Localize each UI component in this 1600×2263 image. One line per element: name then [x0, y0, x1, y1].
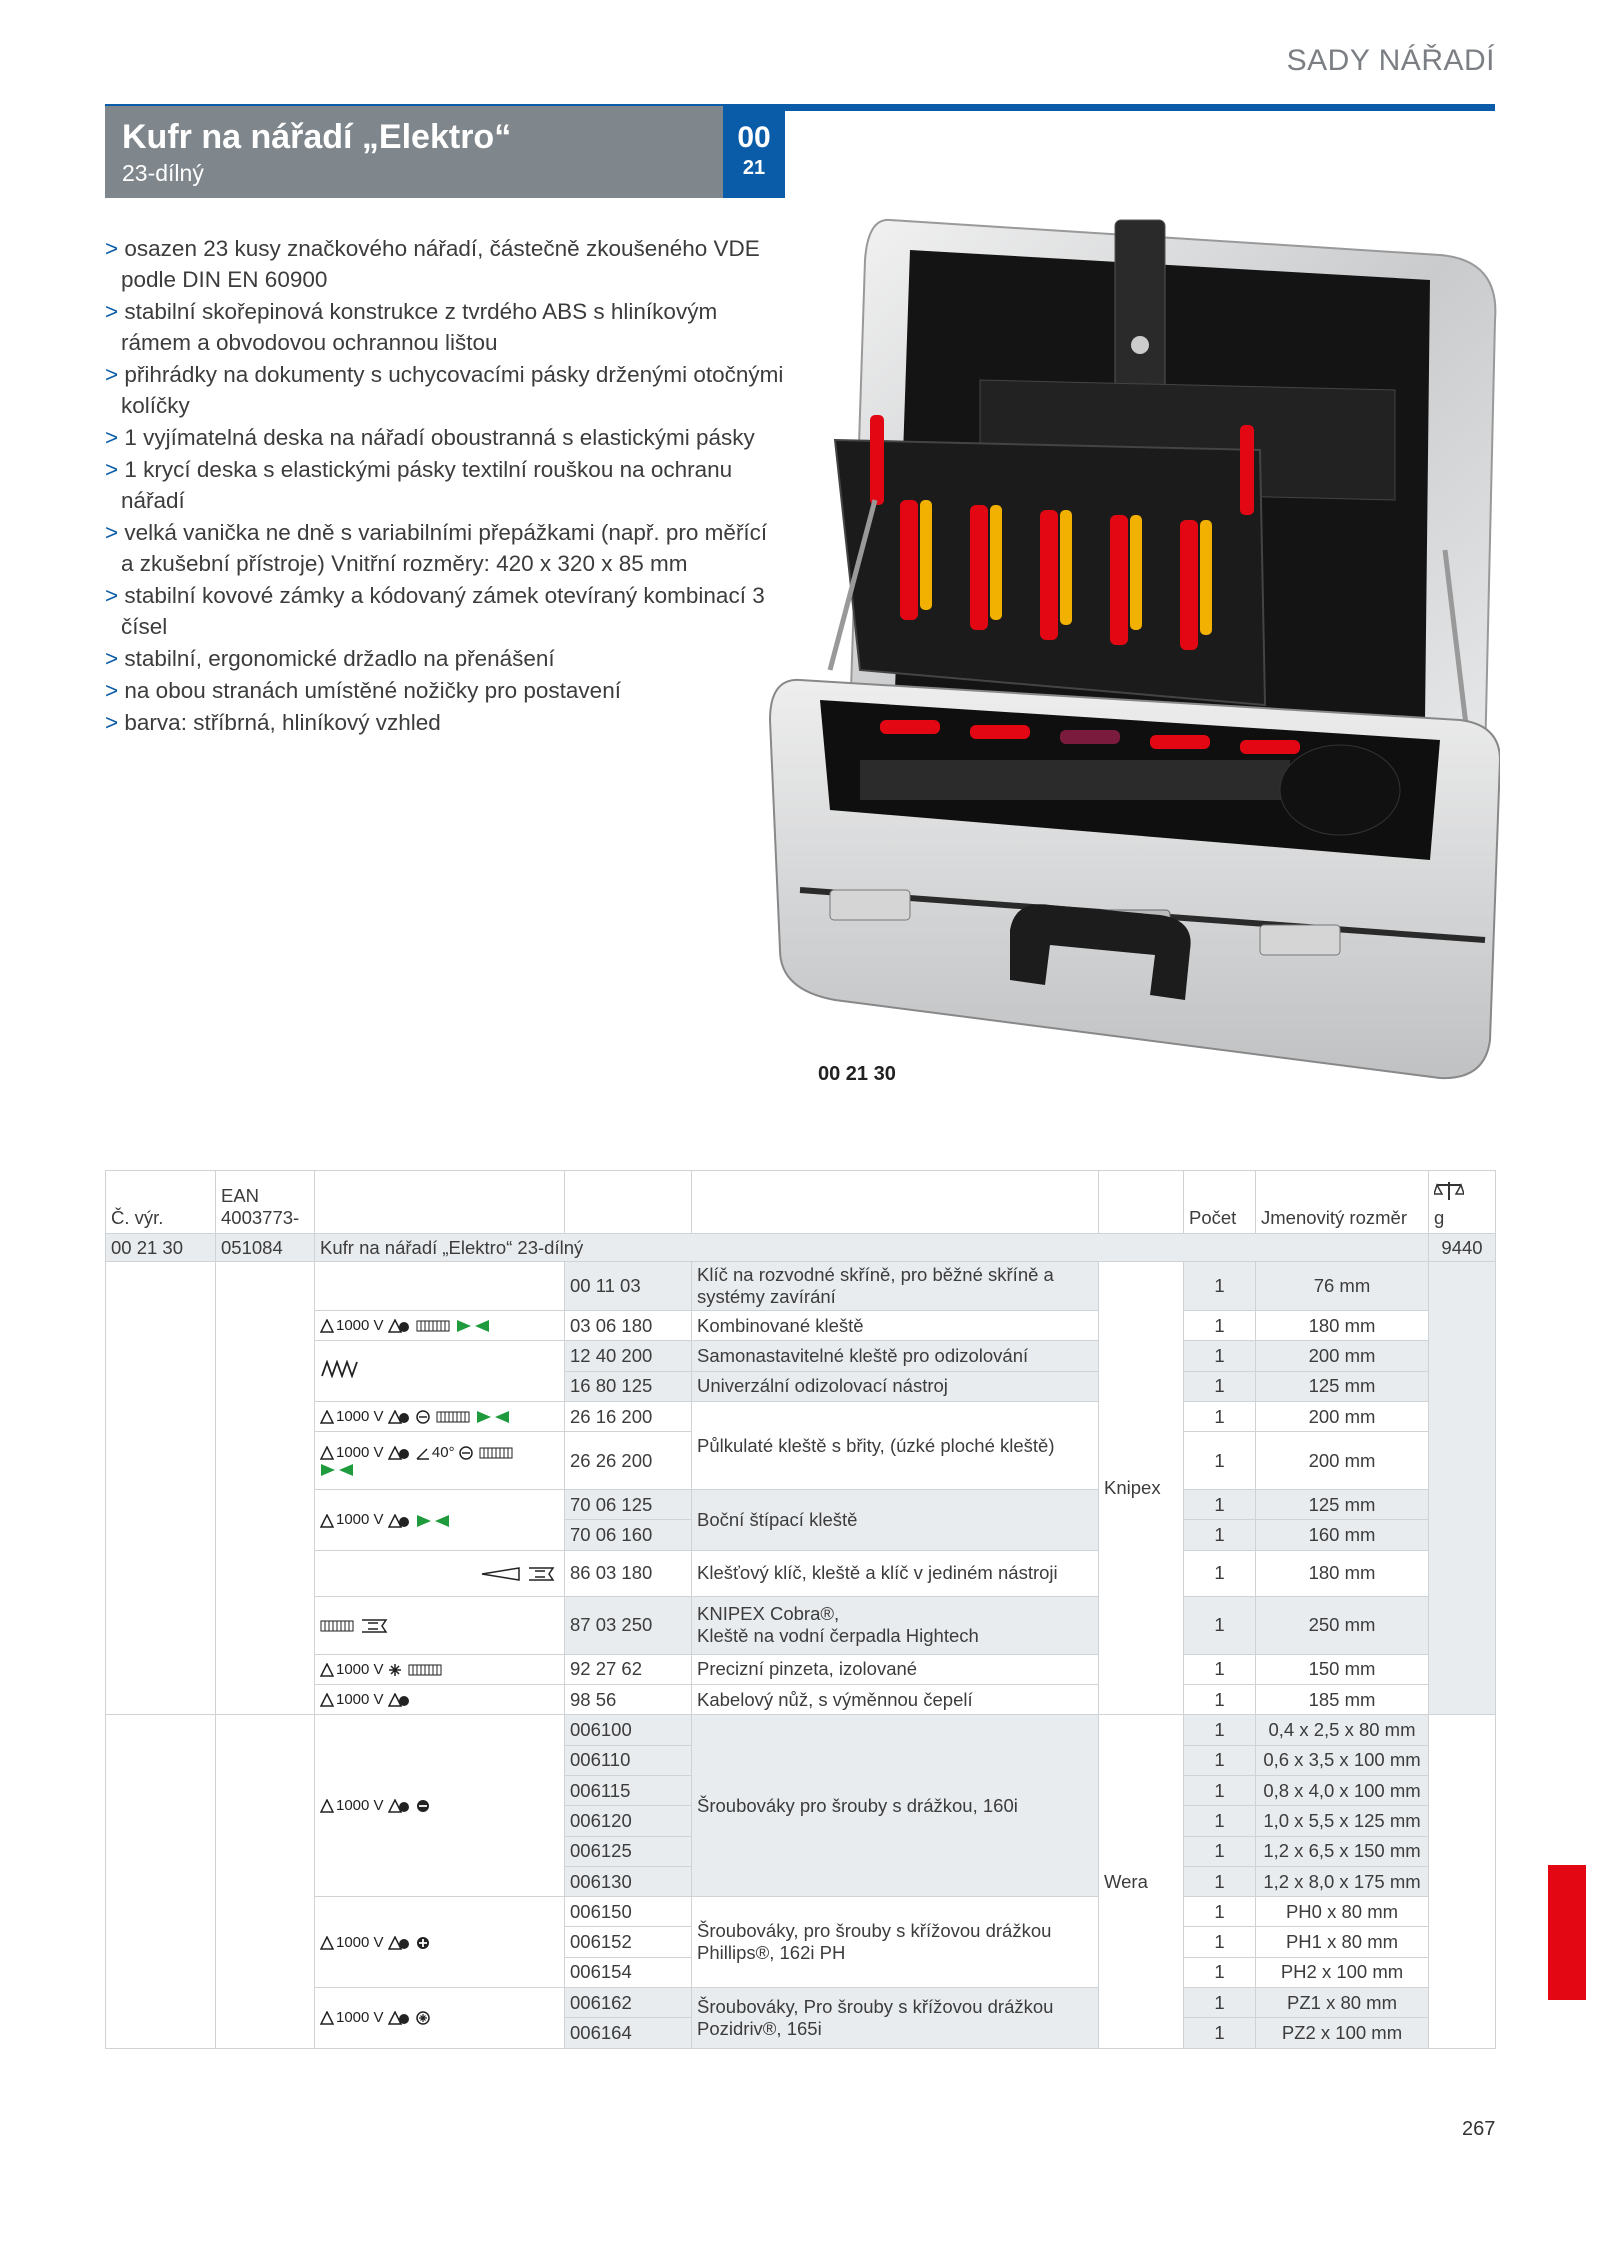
symbols-cell: [315, 1685, 565, 1715]
table-row: [106, 1401, 1496, 1431]
page-number: 267: [1462, 2118, 1496, 2140]
item-code: 006100: [565, 1715, 692, 1745]
feature-item: > na obou stranách umístěné nožičky pro postavení: [105, 675, 785, 706]
item-size: 125 mm: [1256, 1371, 1429, 1401]
item-code: 26 16 200: [565, 1401, 692, 1431]
item-description-line1: KNIPEX Cobra®,: [697, 1603, 840, 1625]
voltage-label: 1000 V: [336, 1443, 384, 1461]
item-qty: 1: [1184, 1341, 1256, 1371]
feature-list: [105, 233, 785, 739]
item-qty: 1: [1184, 1371, 1256, 1401]
table-row: [106, 1550, 1496, 1596]
item-qty: 1: [1184, 1715, 1256, 1745]
table-row: [106, 1311, 1496, 1341]
insulated-grip-icon: [416, 1320, 450, 1332]
vde-triangle-icon: [320, 2011, 334, 2025]
item-qty: 1: [1184, 1311, 1256, 1341]
item-size: 180 mm: [1256, 1311, 1429, 1341]
item-size: 1,2 x 8,0 x 175 mm: [1256, 1866, 1429, 1896]
pliers-wrench-icon: [527, 1566, 557, 1582]
cutting-edge-icon: [416, 1514, 450, 1528]
item-size: PZ2 x 100 mm: [1256, 2018, 1429, 2048]
item-code: 006115: [565, 1775, 692, 1805]
voltage-label: 1000 V: [336, 1408, 384, 1426]
item-description: Klíč na rozvodné skříně, pro běžné skříně a systémy zavírání: [692, 1262, 1099, 1311]
item-qty: 1: [1184, 1745, 1256, 1775]
item-size: PZ1 x 80 mm: [1256, 1988, 1429, 2018]
item-code: 006162: [565, 1988, 692, 2018]
gs-mark-icon: [388, 1799, 410, 1813]
minus-circle-icon: [459, 1446, 473, 1460]
header-article-no: Č. výr.: [106, 1171, 216, 1234]
item-description: Samonastavitelné kleště pro odizolování: [692, 1341, 1099, 1371]
item-description: Klešťový klíč, kleště a klíč v jediném nástroji: [692, 1550, 1099, 1596]
main-description: Kufr na nářadí „Elektro“ 23-dílný: [315, 1234, 1429, 1262]
vde-triangle-icon: [320, 1936, 334, 1950]
item-description: Kombinované kleště: [692, 1311, 1099, 1341]
section-title: SADY NÁŘADÍ: [1286, 44, 1495, 77]
brand-wera: Wera: [1104, 1870, 1148, 1892]
item-code: 87 03 250: [565, 1596, 692, 1654]
item-size: 76 mm: [1256, 1262, 1429, 1311]
cutting-edge-icon: [456, 1319, 490, 1333]
insulated-grip-icon: [479, 1447, 513, 1459]
wrench-jaw-icon: [481, 1566, 521, 1582]
table-row: [106, 1685, 1496, 1715]
item-code: 03 06 180: [565, 1311, 692, 1341]
spring-icon: [320, 1360, 360, 1378]
empty-cell: [1429, 1715, 1496, 2048]
item-qty: 1: [1184, 1596, 1256, 1654]
table-row: [106, 1490, 1496, 1520]
item-code: 006110: [565, 1745, 692, 1775]
header-weight-unit: g: [1434, 1207, 1445, 1228]
item-description: Univerzální odizolovací nástroj: [692, 1371, 1099, 1401]
code-badge-bottom: 21: [742, 157, 766, 179]
header-ean-prefix: 4003773-: [221, 1207, 300, 1228]
table-row: [106, 1341, 1496, 1371]
item-size: PH0 x 80 mm: [1256, 1897, 1429, 1927]
item-code: 006154: [565, 1957, 692, 1987]
feature-item: > stabilní skořepinová konstrukce z tvrdého ABS s hliníkovým rámem a obvodovou ochrannou lištou: [105, 296, 785, 358]
voltage-label: 1000 V: [336, 2009, 384, 2027]
voltage-label: 1000 V: [336, 1691, 384, 1709]
item-description-line1: Šroubováky, Pro šrouby s křížovou drážkou: [697, 1995, 1054, 2017]
item-qty: 1: [1184, 1988, 1256, 2018]
symbols-cell: [315, 1311, 565, 1341]
item-description-line1: Šroubováky, pro šrouby s křížovou drážkou: [697, 1920, 1052, 1942]
gs-mark-icon: [388, 2011, 410, 2025]
item-description: Precizní pinzeta, izolované: [692, 1654, 1099, 1684]
main-article-no: 00 21 30: [106, 1234, 216, 1262]
brand-knipex: Knipex: [1104, 1477, 1161, 1499]
symbols-cell: [315, 1988, 565, 2049]
item-code: 00 11 03: [565, 1262, 692, 1311]
item-size: 0,6 x 3,5 x 100 mm: [1256, 1745, 1429, 1775]
item-code: 006152: [565, 1927, 692, 1957]
cutting-edge-icon: [476, 1410, 510, 1424]
empty-cell: [106, 1715, 216, 2048]
symbols-cell: [315, 1596, 565, 1654]
cutting-edge-icon: [320, 1463, 354, 1477]
header-empty: [1099, 1171, 1184, 1234]
snowflake-icon: [388, 1663, 402, 1677]
voltage-label: 1000 V: [336, 1511, 384, 1529]
item-qty: 1: [1184, 1866, 1256, 1896]
feature-item: > stabilní, ergonomické držadlo na přenášení: [105, 643, 785, 674]
spec-table: [105, 1170, 1496, 2049]
item-code: 26 26 200: [565, 1432, 692, 1490]
table-row: [106, 1654, 1496, 1684]
symbols-cell: [315, 1432, 565, 1490]
item-size: 180 mm: [1256, 1550, 1429, 1596]
image-caption: 00 21 30: [818, 1063, 896, 1085]
item-qty: 1: [1184, 1654, 1256, 1684]
header-empty: [692, 1171, 1099, 1234]
item-size: 200 mm: [1256, 1401, 1429, 1431]
product-title: Kufr na nářadí „Elektro“: [122, 118, 512, 156]
item-qty: 1: [1184, 1401, 1256, 1431]
pliers-wrench-icon: [360, 1618, 390, 1634]
angle-icon: [416, 1446, 430, 1460]
item-code: 006125: [565, 1836, 692, 1866]
product-subtitle: 23-dílný: [122, 160, 204, 186]
table-row: [106, 1262, 1496, 1311]
item-size: 160 mm: [1256, 1520, 1429, 1550]
vde-triangle-icon: [320, 1514, 334, 1528]
item-description-line2: Phillips®, 162i PH: [697, 1942, 846, 1964]
item-qty: 1: [1184, 1897, 1256, 1927]
item-size: 0,4 x 2,5 x 80 mm: [1256, 1715, 1429, 1745]
vde-triangle-icon: [320, 1446, 334, 1460]
item-description: Šroubováky pro šrouby s drážkou, 160i: [692, 1715, 1099, 1897]
item-size: 250 mm: [1256, 1596, 1429, 1654]
gs-mark-icon: [388, 1514, 410, 1528]
header-nominal-size: Jmenovitý rozměr: [1256, 1171, 1429, 1234]
feature-item: > barva: stříbrná, hliníkový vzhled: [105, 707, 785, 738]
code-badge-top: 00: [737, 121, 771, 154]
vde-triangle-icon: [320, 1319, 334, 1333]
item-size: 0,8 x 4,0 x 100 mm: [1256, 1775, 1429, 1805]
item-code: 006164: [565, 2018, 692, 2048]
table-row: [106, 1988, 1496, 2018]
insulated-grip-icon: [320, 1620, 354, 1632]
insulated-grip-icon: [436, 1411, 470, 1423]
item-size: 200 mm: [1256, 1341, 1429, 1371]
symbols-cell: [315, 1550, 565, 1596]
table-row: [106, 1897, 1496, 1927]
header-empty: [565, 1171, 692, 1234]
main-weight: 9440: [1429, 1234, 1496, 1262]
item-description-line2: Kleště na vodní čerpadla Hightech: [697, 1625, 979, 1647]
vde-triangle-icon: [320, 1410, 334, 1424]
symbols-cell: [315, 1262, 565, 1311]
tool-case-image: [740, 200, 1500, 1090]
table-row: [106, 1715, 1496, 1745]
brand-cell: [1099, 1715, 1184, 2048]
item-code: 16 80 125: [565, 1371, 692, 1401]
vde-triangle-icon: [320, 1799, 334, 1813]
symbols-cell: [315, 1715, 565, 1897]
item-size: PH2 x 100 mm: [1256, 1957, 1429, 1987]
voltage-label: 1000 V: [336, 1660, 384, 1678]
item-qty: 1: [1184, 1490, 1256, 1520]
gs-mark-icon: [388, 1446, 410, 1460]
voltage-label: 1000 V: [336, 1317, 384, 1335]
symbols-cell: [315, 1897, 565, 1988]
item-size: 1,2 x 6,5 x 150 mm: [1256, 1836, 1429, 1866]
empty-cell: [106, 1262, 216, 1715]
feature-item: > 1 krycí deska s elastickými pásky textilní rouškou na ochranu nářadí: [105, 454, 785, 516]
item-code: 12 40 200: [565, 1341, 692, 1371]
feature-item: > přihrádky na dokumenty s uchycovacími pásky drženými otočnými kolíčky: [105, 359, 785, 421]
feature-item: > stabilní kovové zámky a kódovaný zámek otevíraný kombinací 3 čísel: [105, 580, 785, 642]
item-size: 1,0 x 5,5 x 125 mm: [1256, 1806, 1429, 1836]
item-qty: 1: [1184, 1927, 1256, 1957]
item-qty: 1: [1184, 1262, 1256, 1311]
table-row-main: [106, 1234, 1496, 1262]
header-weight: [1429, 1171, 1496, 1234]
item-qty: 1: [1184, 1957, 1256, 1987]
minus-circle-icon: [416, 1410, 430, 1424]
item-size: 185 mm: [1256, 1685, 1429, 1715]
gs-mark-icon: [388, 1936, 410, 1950]
item-code: 006120: [565, 1806, 692, 1836]
header-count: Počet: [1184, 1171, 1256, 1234]
symbols-cell: [315, 1401, 565, 1431]
symbols-cell: [315, 1654, 565, 1684]
item-qty: 1: [1184, 2018, 1256, 2048]
brand-cell: [1099, 1262, 1184, 1715]
item-description: [692, 1988, 1099, 2049]
header-ean-label: EAN: [221, 1185, 260, 1206]
feature-item: > 1 vyjímatelná deska na nářadí oboustranná s elastickými pásky: [105, 422, 785, 453]
item-size: 125 mm: [1256, 1490, 1429, 1520]
header-ean: [216, 1171, 315, 1234]
empty-cell: [1429, 1262, 1496, 1715]
voltage-label: 1000 V: [336, 1797, 384, 1815]
item-description: [692, 1596, 1099, 1654]
item-code: 006130: [565, 1866, 692, 1896]
chapter-tab: [1548, 1865, 1586, 2000]
item-code: 006150: [565, 1897, 692, 1927]
feature-item: > osazen 23 kusy značkového nářadí, částečně zkoušeného VDE podle DIN EN 60900: [105, 233, 785, 295]
vde-triangle-icon: [320, 1693, 334, 1707]
pozidriv-tip-icon: [416, 2011, 430, 2025]
symbols-cell: [315, 1341, 565, 1402]
gs-mark-icon: [388, 1693, 410, 1707]
item-size: 200 mm: [1256, 1432, 1429, 1490]
symbols-cell: [315, 1490, 565, 1551]
code-badge: [723, 106, 785, 198]
empty-cell: [216, 1715, 315, 2048]
item-description-line2: Pozidriv®, 165i: [697, 2017, 822, 2039]
angle-label: 40°: [431, 1443, 455, 1461]
slotted-tip-icon: [416, 1799, 430, 1813]
voltage-label: 1000 V: [336, 1933, 384, 1951]
table-row: [106, 1596, 1496, 1654]
item-description: Půlkulaté kleště s břity, (úzké ploché kleště): [692, 1401, 1099, 1489]
item-code: 92 27 62: [565, 1654, 692, 1684]
gs-mark-icon: [388, 1319, 410, 1333]
header-band: [105, 106, 723, 198]
item-description: Kabelový nůž, s výměnnou čepelí: [692, 1685, 1099, 1715]
item-code: 70 06 160: [565, 1520, 692, 1550]
empty-cell: [216, 1262, 315, 1715]
main-ean: 051084: [216, 1234, 315, 1262]
item-qty: 1: [1184, 1775, 1256, 1805]
item-description: [692, 1897, 1099, 1988]
header-empty: [315, 1171, 565, 1234]
item-code: 70 06 125: [565, 1490, 692, 1520]
item-qty: 1: [1184, 1432, 1256, 1490]
feature-item: > velká vanička ne dně s variabilními přepážkami (např. pro měřící a zkušební přístroje) Vnitřní rozměry: 420 x 320 x 85 mm: [105, 517, 785, 579]
item-description: Boční štípací kleště: [692, 1490, 1099, 1551]
scale-icon: [1434, 1180, 1464, 1202]
item-code: 98 56: [565, 1685, 692, 1715]
phillips-tip-icon: [416, 1936, 430, 1950]
item-qty: 1: [1184, 1685, 1256, 1715]
gs-mark-icon: [388, 1410, 410, 1424]
item-size: PH1 x 80 mm: [1256, 1927, 1429, 1957]
item-size: 150 mm: [1256, 1654, 1429, 1684]
item-qty: 1: [1184, 1550, 1256, 1596]
item-qty: 1: [1184, 1836, 1256, 1866]
insulated-grip-icon: [408, 1664, 442, 1676]
item-qty: 1: [1184, 1806, 1256, 1836]
item-qty: 1: [1184, 1520, 1256, 1550]
item-code: 86 03 180: [565, 1550, 692, 1596]
vde-triangle-icon: [320, 1663, 334, 1677]
